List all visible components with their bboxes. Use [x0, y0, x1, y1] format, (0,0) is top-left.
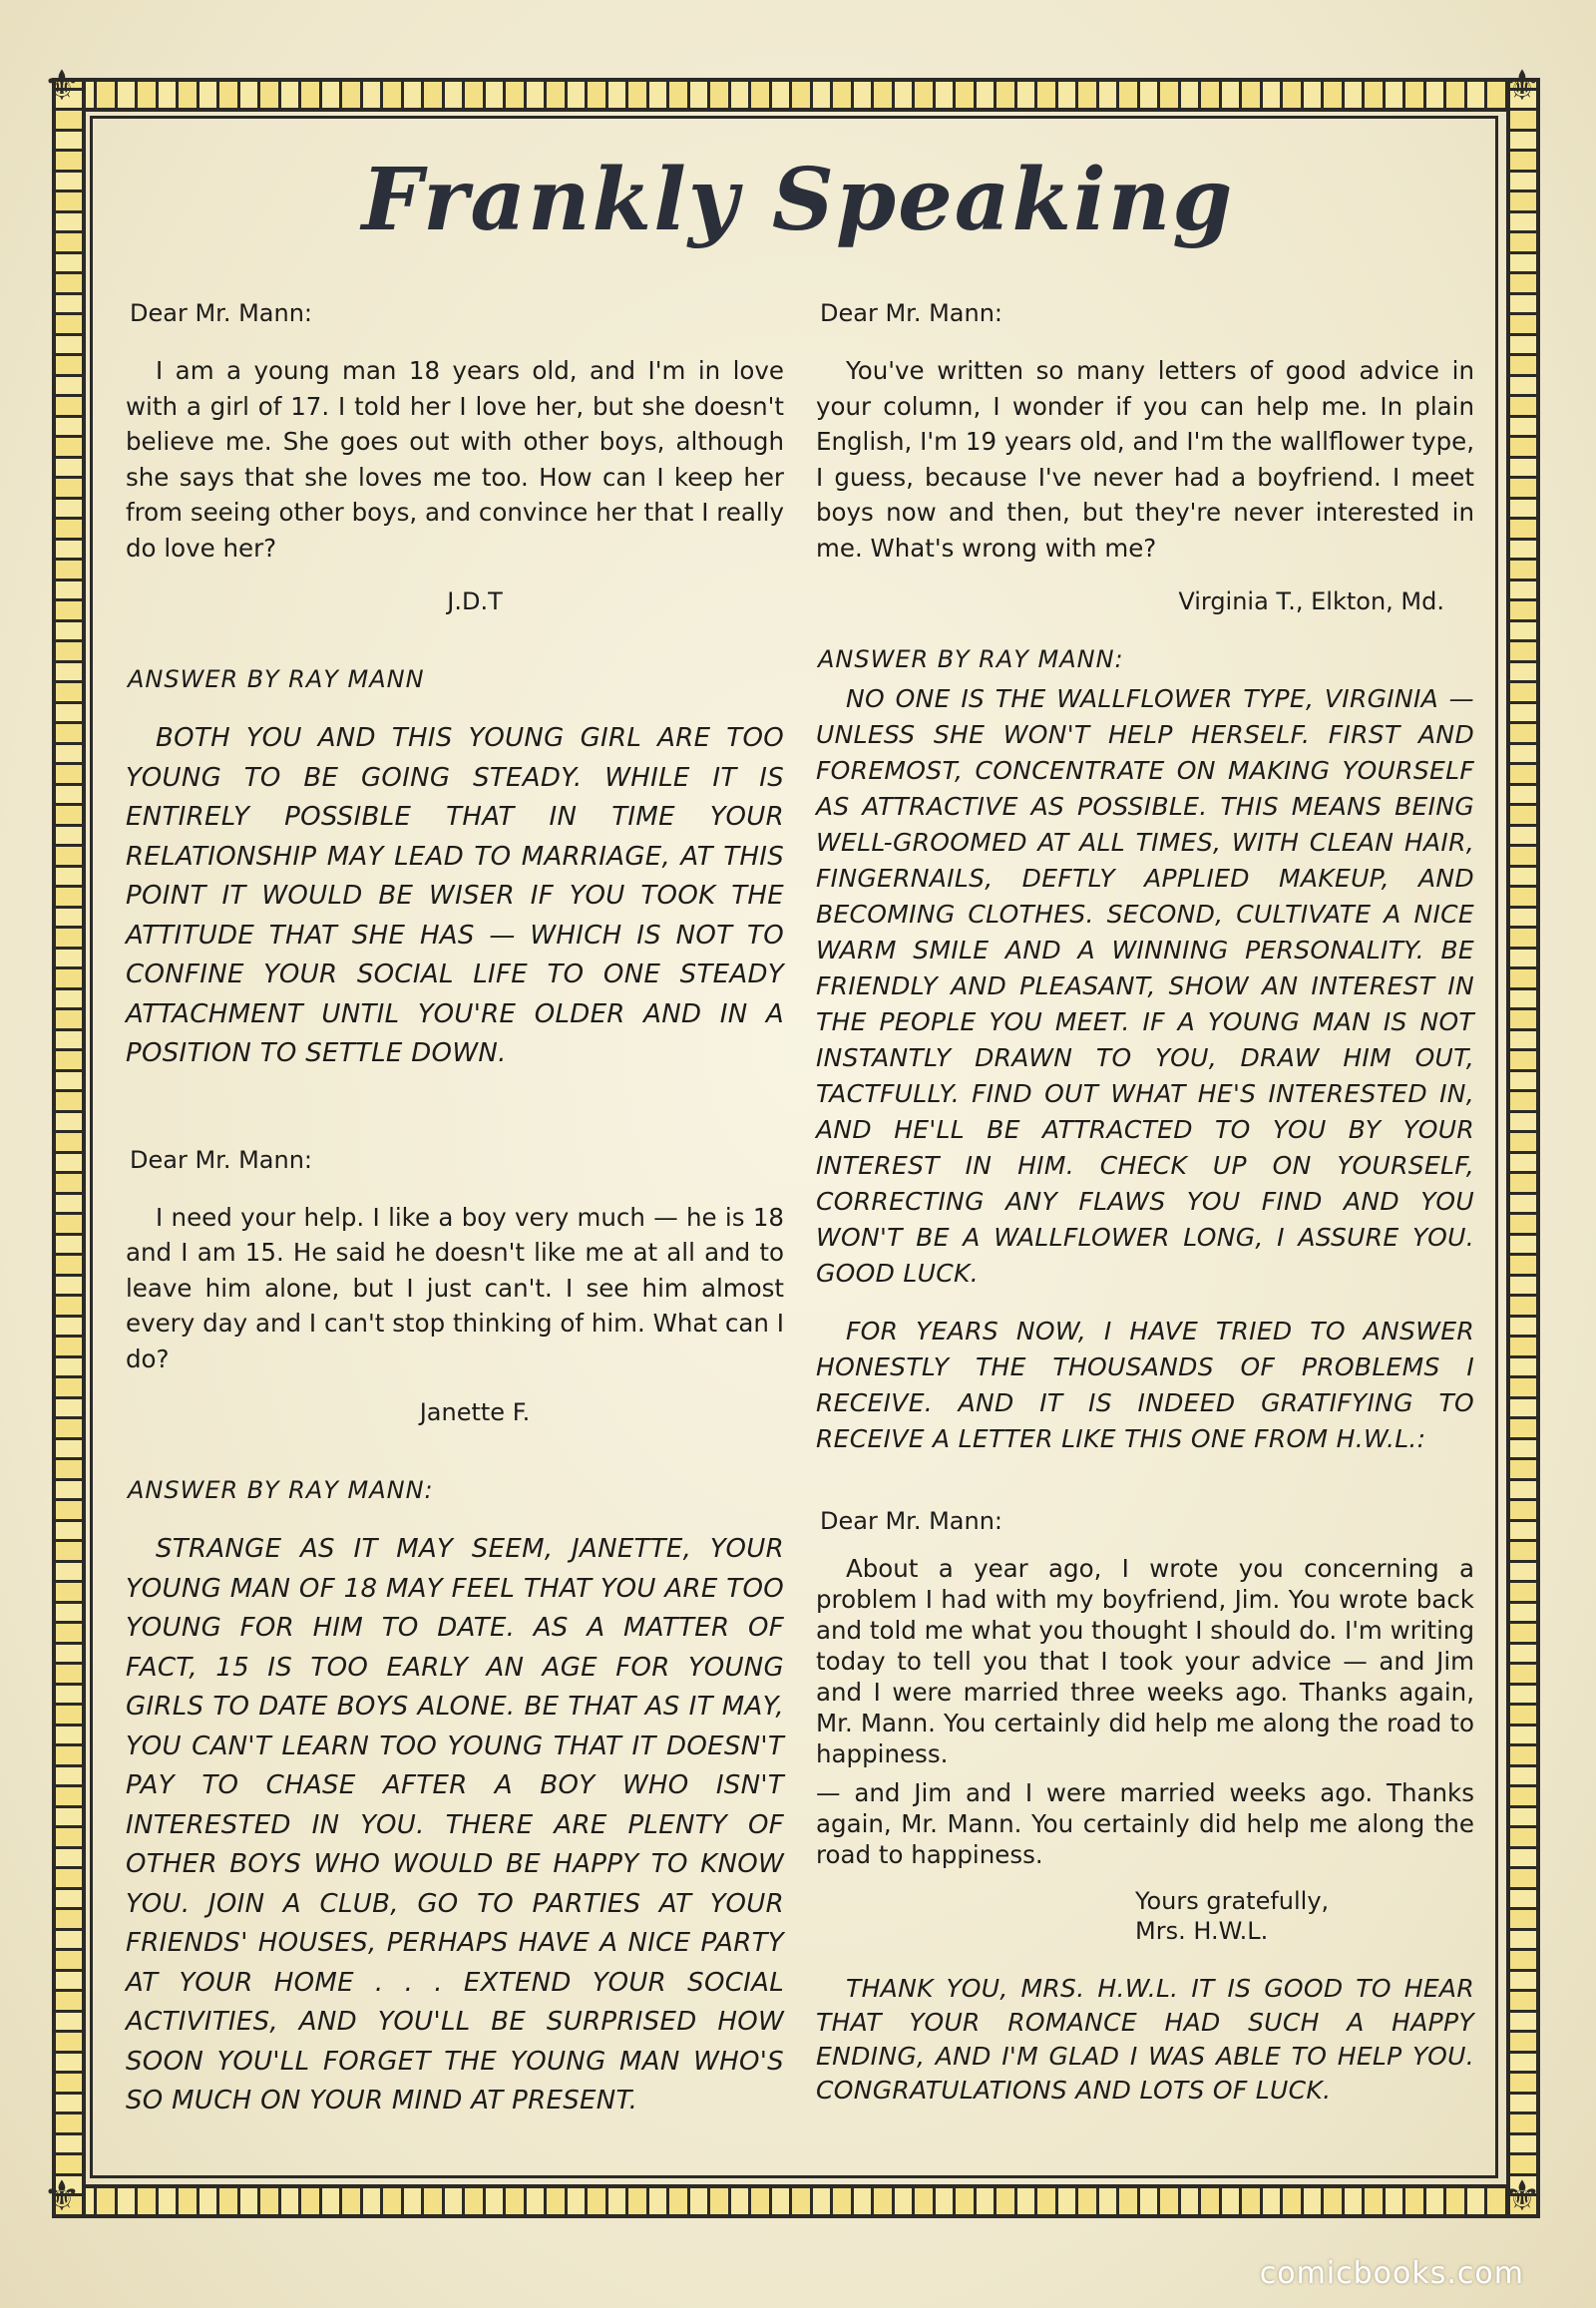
decorative-border-top: [52, 78, 1540, 112]
letter-janette: [126, 1146, 784, 1427]
page-title: Frankly Speaking: [361, 150, 1235, 250]
right-column: [816, 299, 1474, 2154]
letter-hwl: [816, 1507, 1474, 1946]
letter-jdt: [126, 299, 784, 615]
answer-virginia: [816, 645, 1474, 1292]
decorative-border-left: [52, 78, 86, 2218]
decorative-border-right: [1506, 78, 1540, 2218]
letter-greeting: Dear Mr. Mann:: [130, 1145, 312, 1174]
letter-closing: Yours gratefully,: [1135, 1887, 1330, 1915]
answer-label: ANSWER BY RAY MANN:: [128, 1476, 434, 1504]
answer-body: THANK YOU, MRS. H.W.L. IT IS GOOD TO HEAR THAT YOUR ROMANCE HAD SUCH A HAPPY ENDING, AND I'M GLAD I WAS ABLE TO HELP YOU. CONGRATULATIONS AND LOTS OF LUCK.: [816, 1974, 1474, 2105]
letter-signature: J.D.T: [447, 587, 503, 615]
answer-body: BOTH YOU AND THIS YOUNG GIRL ARE TOO YOUNG TO BE GOING STEADY. WHILE IT IS ENTIRELY POSSIBLE THAT IN TIME YOUR RELATIONSHIP MAY LEAD TO MARRIAGE, AT THIS POINT IT WOULD BE WISER IF YOU TOOK THE ATTITUDE THAT SHE HAS — WHICH IS NOT TO CONFINE YOUR SOCIAL LIFE TO ONE STEADY ATTACHMENT UNTIL YOU'RE OLDER AND IN A POSITION TO SETTLE DOWN.: [126, 723, 784, 1068]
letter-greeting: Dear Mr. Mann:: [130, 299, 312, 327]
letter-greeting: Dear Mr. Mann:: [820, 1507, 1002, 1535]
answer-body: NO ONE IS THE WALLFLOWER TYPE, VIRGINIA — UNLESS SHE WON'T HELP HERSELF. FIRST AND FOREMOST, CONCENTRATE ON MAKING YOURSELF AS ATTRACTIVE AS POSSIBLE. THIS MEANS BEING WELL-GROOMED AT ALL TIMES, WITH CLEAN HAIR, FINGERNAILS, DEFTLY APPLIED MAKEUP, AND BECOMING CLOTHES. SECOND, CULTIVATE A NICE WARM SMILE AND A WINNING PERSONALITY. BE FRIENDLY AND PLEASANT, SHOW AN INTEREST IN THE PEOPLE YOU MEET. IF A YOUNG MAN IS NOT INSTANTLY DRAWN TO YOU, DRAW HIM OUT, TACTFULLY. FIND OUT WHAT HE'S INTERESTED IN, AND HE'LL BE ATTRACTED TO YOU BY YOUR INTEREST IN HIM. CHECK UP ON YOURSELF, CORRECTING ANY FLAWS YOU FIND AND YOU WON'T BE A WALLFLOWER LONG, I ASSURE YOU. GOOD LUCK.: [816, 684, 1474, 1288]
letter-body-repeat: — and Jim and I were married weeks ago. Thanks again, Mr. Mann. You certainly did help me along the road to happiness.: [816, 1778, 1474, 1869]
fleur-corner-icon: ⚜: [1503, 61, 1541, 110]
letter-body: You've written so many letters of good advice in your column, I wonder if you can help me. In plain English, I'm 19 years old, and I'm the wallflower type, I guess, because I've never had a boyfriend. I meet boys now and then, but they're never interested in me. What's wrong with me?: [816, 356, 1474, 563]
letter-greeting: Dear Mr. Mann:: [820, 299, 1002, 327]
answer-janette: [126, 1476, 784, 2121]
watermark: comicbooks.com: [1259, 2256, 1524, 2291]
fleur-corner-icon: ⚜: [1503, 2171, 1541, 2220]
letter-virginia: [816, 299, 1474, 615]
letter-signature: Janette F.: [419, 1398, 531, 1426]
letter-signature: Virginia T., Elkton, Md.: [1178, 587, 1444, 615]
letter-body: I need your help. I like a boy very much — he is 18 and I am 15. He said he doesn't like me at all and to leave him alone, but I just can't. I see him almost every day and I can't stop thinking of him. What can I do?: [126, 1202, 784, 1373]
answer-jdt: [126, 665, 784, 1074]
left-column: [126, 299, 784, 2154]
spacer: [126, 1074, 784, 1146]
fleur-corner-icon: ⚜: [43, 2171, 81, 2220]
editor-note: FOR YEARS NOW, I HAVE TRIED TO ANSWER HONESTLY THE THOUSANDS OF PROBLEMS I RECEIVE. AND IT IS INDEED GRATIFYING TO RECEIVE A LETTER LIKE THIS ONE FROM H.W.L.:: [816, 1317, 1474, 1453]
decorative-border-bottom: [52, 2184, 1540, 2218]
answer-body: STRANGE AS IT MAY SEEM, JANETTE, YOUR YOUNG MAN OF 18 MAY FEEL THAT YOU ARE TOO YOUNG FOR HIM TO DATE. AS A MATTER OF FACT, 15 IS TOO EARLY AN AGE FOR YOUNG GIRLS TO DATE BOYS ALONE. BE THAT AS IT MAY, YOU CAN'T LEARN TOO YOUNG THAT IT DOESN'T PAY TO CHASE AFTER A BOY WHO ISN'T INTERESTED IN YOU. THERE ARE PLENTY OF OTHER BOYS WHO WOULD BE HAPPY TO KNOW YOU. JOIN A CLUB, GO TO PARTIES AT YOUR FRIENDS' HOUSES, PERHAPS HAVE A NICE PARTY AT YOUR HOME . . . EXTEND YOUR SOCIAL ACTIVITIES, AND YOU'LL BE SURPRISED HOW SOON YOU'LL FORGET THE YOUNG MAN WHO'S SO MUCH ON YOUR MIND AT PRESENT.: [126, 1534, 784, 2116]
letter-signature: Mrs. H.W.L.: [1135, 1917, 1269, 1945]
letter-body: I am a young man 18 years old, and I'm in love with a girl of 17. I told her I love her, but she doesn't believe me. She goes out with other boys, although she says that she loves me too. How can I keep her from seeing other boys, and convince her that I really do love her?: [126, 356, 784, 563]
letter-body: About a year ago, I wrote you concerning a problem I had with my boyfriend, Jim. You wrote back and told me what you thought I should do. I'm writing today to tell you that I took your advice — and Jim and I were married three weeks ago. Thanks again, Mr. Mann. You certainly did help me along the road to happiness.: [816, 1554, 1474, 1768]
answer-label: ANSWER BY RAY MANN:: [818, 645, 1124, 673]
answer-hwl: [816, 1972, 1474, 2108]
answer-label: ANSWER BY RAY MANN: [128, 665, 425, 693]
fleur-corner-icon: ⚜: [43, 61, 81, 110]
